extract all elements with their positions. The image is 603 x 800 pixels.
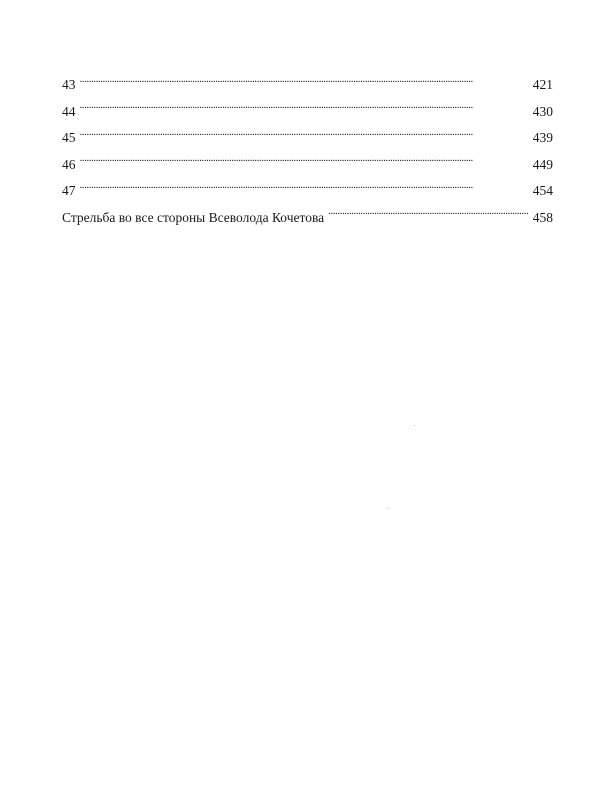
toc-entry-afterword — [62, 205, 553, 232]
toc-entry-44 — [62, 99, 553, 126]
table-of-contents — [62, 72, 553, 231]
toc-entry-page: 454 — [532, 183, 553, 198]
toc-entry-title: 46 — [62, 156, 76, 172]
toc-entry-47 — [62, 178, 553, 205]
toc-entry-page: 449 — [532, 156, 553, 172]
scan-speck — [414, 425, 415, 426]
toc-entry-title: Стрельба во все стороны Всеволода Кочетова — [62, 209, 325, 225]
toc-dot-leader — [80, 128, 529, 142]
toc-dot-leader — [80, 75, 529, 89]
toc-entry-page: 458 — [532, 209, 553, 225]
toc-dot-leader — [80, 102, 529, 116]
toc-entry-page: 430 — [532, 103, 553, 119]
scan-speck — [388, 508, 389, 509]
toc-entry-46 — [62, 152, 553, 179]
toc-entry-title: 44 — [62, 103, 76, 119]
toc-entry-43 — [62, 72, 553, 99]
toc-entry-title: 43 — [62, 77, 76, 92]
toc-dot-leader — [328, 208, 529, 222]
toc-entry-page: 439 — [532, 130, 553, 145]
toc-entry-page: 421 — [532, 77, 553, 92]
toc-entry-title: 45 — [62, 130, 76, 145]
toc-entry-title: 47 — [62, 183, 76, 198]
toc-entry-45 — [62, 125, 553, 152]
toc-dot-leader — [80, 181, 529, 195]
toc-dot-leader — [80, 155, 529, 169]
